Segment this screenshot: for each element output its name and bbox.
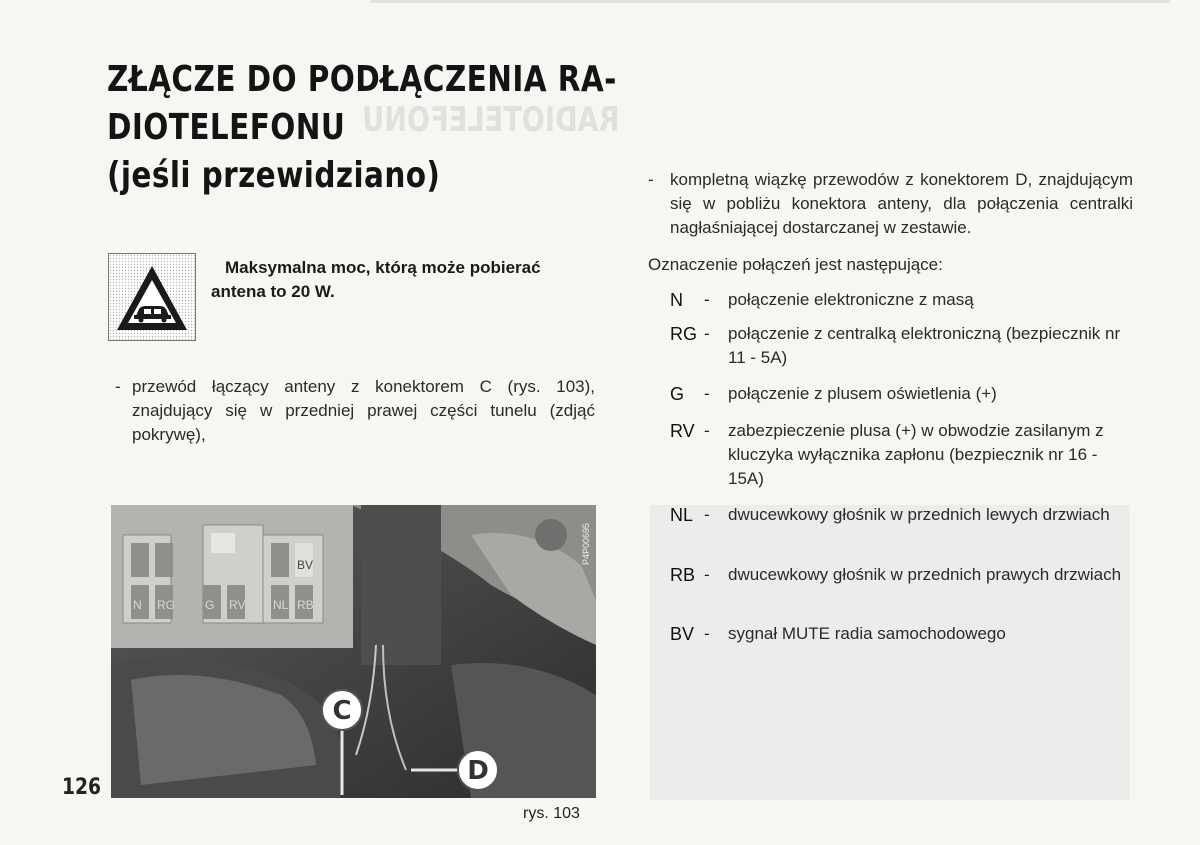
legend-dash: -: [704, 565, 710, 584]
legend-dash: -: [704, 421, 710, 440]
legend-code: G: [670, 384, 685, 404]
legend-code: BV: [670, 624, 695, 644]
figure-code: P4P00695: [581, 522, 591, 565]
callout-d: D: [467, 756, 489, 786]
left-item-text: przewód łączący anteny z konektorem C (rys. 103), znajdujący się w przedniej prawej części tunelu (zdjąć pokrywę),: [132, 377, 595, 444]
legend-dash: -: [704, 384, 710, 403]
heading-line-3: (jeśli przewidziano): [107, 155, 441, 196]
legend-dash: -: [704, 624, 710, 643]
legend-row-bv: [670, 622, 1135, 646]
legend-code: RV: [670, 421, 695, 441]
warning-text: [211, 256, 596, 304]
car-warning-triangle-icon: [108, 253, 196, 341]
callout-c: C: [332, 696, 352, 726]
legend-row-nl: [670, 503, 1135, 527]
connector-label-n: N: [133, 598, 142, 612]
page-number: 126: [62, 775, 102, 800]
connector-label-bv: BV: [297, 558, 314, 572]
legend-desc: dwucewkowy głośnik w przednich lewych drzwiach: [728, 505, 1110, 524]
bleed-through-block: [650, 505, 1130, 800]
legend-row-rb: [670, 563, 1135, 587]
legend-code: RG: [670, 324, 697, 344]
legend-code: N: [670, 290, 683, 310]
right-list-item: [648, 168, 1133, 240]
connector-label-nl: NL: [273, 598, 289, 612]
legend-code: NL: [670, 505, 694, 525]
legend-desc: połączenie z centralką elektroniczną (bezpiecznik nr 11 - 5A): [728, 324, 1121, 367]
figure-caption: rys. 103: [523, 805, 580, 822]
connector-label-rv: RV: [229, 598, 246, 612]
warning-line-2: antena to 20 W.: [211, 282, 335, 301]
warning-line-1: Maksymalna moc, którą może pobierać: [225, 258, 541, 277]
connector-label-rg: RG: [157, 598, 175, 612]
legend-dash: -: [704, 290, 710, 309]
connector-label-g: G: [205, 598, 215, 612]
legend-desc: połączenie z plusem oświetlenia (+): [728, 384, 997, 403]
bleed-through-heading: RADIOTELEFONU: [362, 100, 620, 140]
legend-row-g: [670, 382, 1135, 406]
legend-code: RB: [670, 565, 696, 585]
legend-row-n: [670, 288, 1135, 312]
heading-line-1: ZŁĄCZE DO PODŁĄCZENIA RA-: [107, 59, 617, 100]
legend-desc: sygnał MUTE radia samochodowego: [728, 624, 1006, 643]
left-list-item: [115, 375, 595, 447]
legend-intro: Oznaczenie połączeń jest następujące:: [648, 255, 943, 274]
right-item-text: kompletną wiązkę przewodów z konektorem D, znajdującym się w pobliżu konektora anteny, dla połączenia centralki nagłaśniającej dostarczanej w zestawie.: [670, 170, 1133, 237]
figure-photo: [111, 505, 596, 798]
heading-line-2: DIOTELEFONU: [107, 107, 346, 148]
legend-desc: dwucewkowy głośnik w przednich prawych drzwiach: [728, 565, 1122, 584]
section-heading: [107, 56, 627, 200]
legend-row-rg: [670, 322, 1135, 370]
list-dash: -: [648, 170, 654, 189]
list-dash: -: [115, 377, 121, 396]
legend-dash: -: [704, 505, 710, 524]
legend-desc: zabezpieczenie plusa (+) w obwodzie zasilanym z kluczyka wyłącznika zapłonu (bezpiecznik nr 16 - 15A): [728, 421, 1104, 488]
legend-row-rv: [670, 419, 1135, 491]
legend-dash: -: [704, 324, 710, 343]
connector-label-rb: RB: [297, 598, 314, 612]
legend-desc: połączenie elektroniczne z masą: [728, 290, 974, 309]
top-rule: [370, 0, 1170, 3]
